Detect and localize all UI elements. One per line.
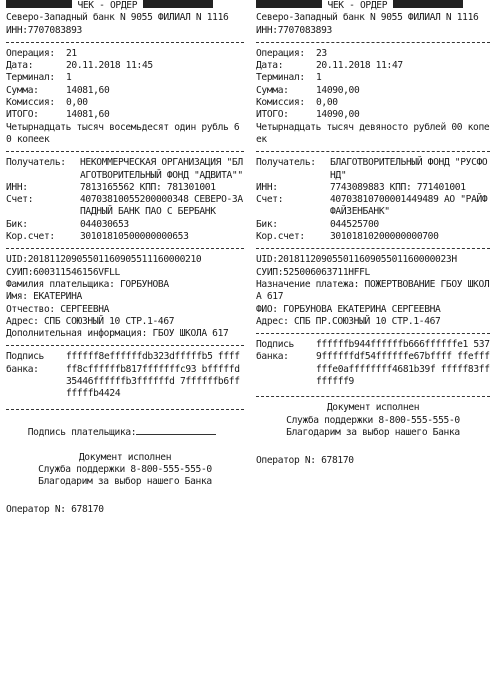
field-label: ИНН: [256, 181, 278, 193]
payer-signature-line [6, 415, 244, 452]
commission: 0,00 [66, 97, 88, 109]
field-label: Получатель: [256, 157, 316, 169]
receipt-title: ЧЕК - ОРДЕР [327, 0, 388, 11]
bank-inn: ИНН:7707083893 [6, 24, 82, 36]
field-label: ИНН: [6, 181, 28, 193]
payer-address: Адрес: СПБ ПР.СОЮЗНЫЙ 10 СТР.1-467 [256, 315, 441, 327]
recipient-account: 40703810700001449489 АО "РАЙФФАЙЗЕНБАНК" [330, 194, 488, 218]
recipient-corr-account: 30101810500000000653 [80, 231, 189, 243]
separator [6, 345, 244, 346]
field-label: Сумма: [6, 84, 39, 96]
recipient-account: 40703810055200000348 СЕВЕРО-ЗАПАДНЫЙ БАНК ПАО С БЕРБАНК [80, 194, 243, 218]
field-label: Счет: [256, 194, 284, 206]
field-label: ИТОГО: [256, 109, 289, 121]
field-label: ИТОГО: [6, 109, 39, 121]
field-label: Терминал: [6, 72, 55, 84]
recipient-bik: 044525700 [330, 218, 379, 230]
receipt-left [6, 0, 244, 517]
payer-address: Адрес: СПБ СОЮЗНЫЙ 10 СТР.1-467 [6, 315, 175, 327]
payer-patronymic: Отчество: СЕРГЕЕВНА [6, 303, 110, 315]
separator [256, 396, 490, 397]
operation-section [6, 48, 244, 146]
support-phone: Служба поддержки 8-800-555-555-0 [38, 463, 212, 475]
operation-number: 23 [316, 47, 327, 59]
field-label: Кор.счет: [256, 231, 305, 243]
additional-info: Дополнительная информация: ГБОУ ШКОЛА 617 [6, 328, 229, 340]
field-label: Операция: [256, 47, 305, 59]
redacted-block [143, 0, 213, 8]
document-status: Документ исполнен [326, 402, 420, 414]
recipient-name: НЕКОММЕРЧЕСКАЯ ОРГАНИЗАЦИЯ "БЛАГОТВОРИТЕЛЬНЫЙ ФОНД "АДВИТА"" [80, 157, 243, 181]
redacted-block [393, 0, 463, 8]
separator [6, 42, 244, 43]
separator [6, 248, 244, 249]
bank-signature [256, 339, 490, 388]
amount-in-words: Четырнадцать тысяч восемьдесят один рубль 60 копеек [6, 121, 240, 145]
recipient-section [6, 157, 244, 243]
field-label: Кор.счет: [6, 231, 55, 243]
receipt-header [6, 0, 244, 12]
terminal-number: 1 [316, 72, 322, 84]
suip: СУИП:600311546156VFLL [6, 266, 120, 278]
field-label: Дата: [256, 60, 284, 72]
redacted-block [6, 0, 72, 8]
details-section [6, 254, 244, 340]
signature-label: Подпись банка: [6, 351, 50, 375]
separator [256, 42, 490, 43]
uid: UID:20181120905501160905501160000023H [256, 254, 457, 266]
bank-name: Северо-Западный банк N 9055 ФИЛИАЛ N 1116 [256, 12, 479, 24]
recipient-inn: 7743089883 КПП: 771401001 [330, 181, 466, 193]
bank-signature [6, 351, 244, 400]
amount: 14090,00 [316, 84, 360, 96]
support-phone: Служба поддержки 8-800-555-555-0 [286, 414, 460, 426]
separator [6, 151, 244, 152]
signature-hash: ffffffb944ffffffb666ffffffe1 5379ffffffdf54ffffffe67bffff ffeffffffe0affffffff4681b39f fffff83ffffffff9 [316, 339, 490, 388]
field-label: Сумма: [256, 84, 289, 96]
separator [256, 248, 490, 249]
recipient-bik: 044030653 [80, 218, 129, 230]
recipient-section [256, 157, 490, 243]
field-label: Терминал: [256, 72, 305, 84]
total: 14081,60 [66, 109, 110, 121]
receipt-header [256, 0, 490, 12]
amount-in-words: Четырнадцать тысяч девяносто рублей 00 копеек [256, 121, 490, 145]
field-label: Счет: [6, 194, 34, 206]
receipt-title: ЧЕК - ОРДЕР [77, 0, 138, 11]
bank-name: Северо-Западный банк N 9055 ФИЛИАЛ N 1116 [6, 12, 229, 24]
commission: 0,00 [316, 97, 338, 109]
amount: 14081,60 [66, 84, 110, 96]
thanks-message: Благодарим за выбор нашего Банка [286, 426, 460, 438]
total: 14090,00 [316, 109, 360, 121]
suip: СУИП:525006063711HFFL [256, 266, 370, 278]
payer-signature-label: Подпись плательщика: [27, 426, 137, 438]
payment-purpose: Назначение платежа: ПОЖЕРТВОВАНИЕ ГБОУ ШКОЛА 617 [256, 278, 490, 303]
operation-date: 20.11.2018 11:45 [66, 60, 153, 72]
field-label: Бик: [256, 218, 278, 230]
field-label: Бик: [6, 218, 28, 230]
details-section [256, 254, 490, 328]
payer-surname: Фамилия плательщика: ГОРБУНОВА [6, 278, 169, 290]
recipient-corr-account: 30101810200000000700 [330, 231, 439, 243]
thanks-message: Благодарим за выбор нашего Банка [38, 476, 212, 488]
field-label: Операция: [6, 47, 55, 59]
separator [256, 333, 490, 334]
receipt-right [256, 0, 490, 468]
operator-number: Оператор N: 678170 [6, 504, 104, 516]
field-label: Комиссия: [256, 97, 305, 109]
payer-full-name: ФИО: ГОРБУНОВА ЕКАТЕРИНА СЕРГЕЕВНА [256, 303, 441, 315]
separator [256, 151, 490, 152]
bank-inn: ИНН:7707083893 [256, 24, 332, 36]
field-label: Получатель: [6, 157, 66, 169]
recipient-name: БЛАГОТВОРИТЕЛЬНЫЙ ФОНД "РУСФОНД" [330, 157, 488, 181]
uid: UID:20181120905501160905511160000210 [6, 254, 202, 266]
field-label: Комиссия: [6, 97, 55, 109]
terminal-number: 1 [66, 72, 72, 84]
field-label: Дата: [6, 60, 34, 72]
operation-number: 21 [66, 47, 77, 59]
document-status: Документ исполнен [78, 451, 172, 463]
operation-section [256, 48, 490, 146]
signature-hash: ffffff8effffffdb323dfffffb5 ffffff8cffffffb817fffffffc93 bfffffd35446ffffffb3ffffffd 7ffffffb6fffffffb4424 [66, 351, 240, 400]
payer-name: Имя: ЕКАТЕРИНА [6, 291, 82, 303]
redacted-block [256, 0, 322, 8]
separator [6, 409, 244, 410]
signature-label: Подпись банка: [256, 339, 300, 363]
recipient-inn: 7813165562 КПП: 781301001 [80, 181, 216, 193]
operation-date: 20.11.2018 11:47 [316, 60, 403, 72]
operator-number: Оператор N: 678170 [256, 455, 354, 467]
